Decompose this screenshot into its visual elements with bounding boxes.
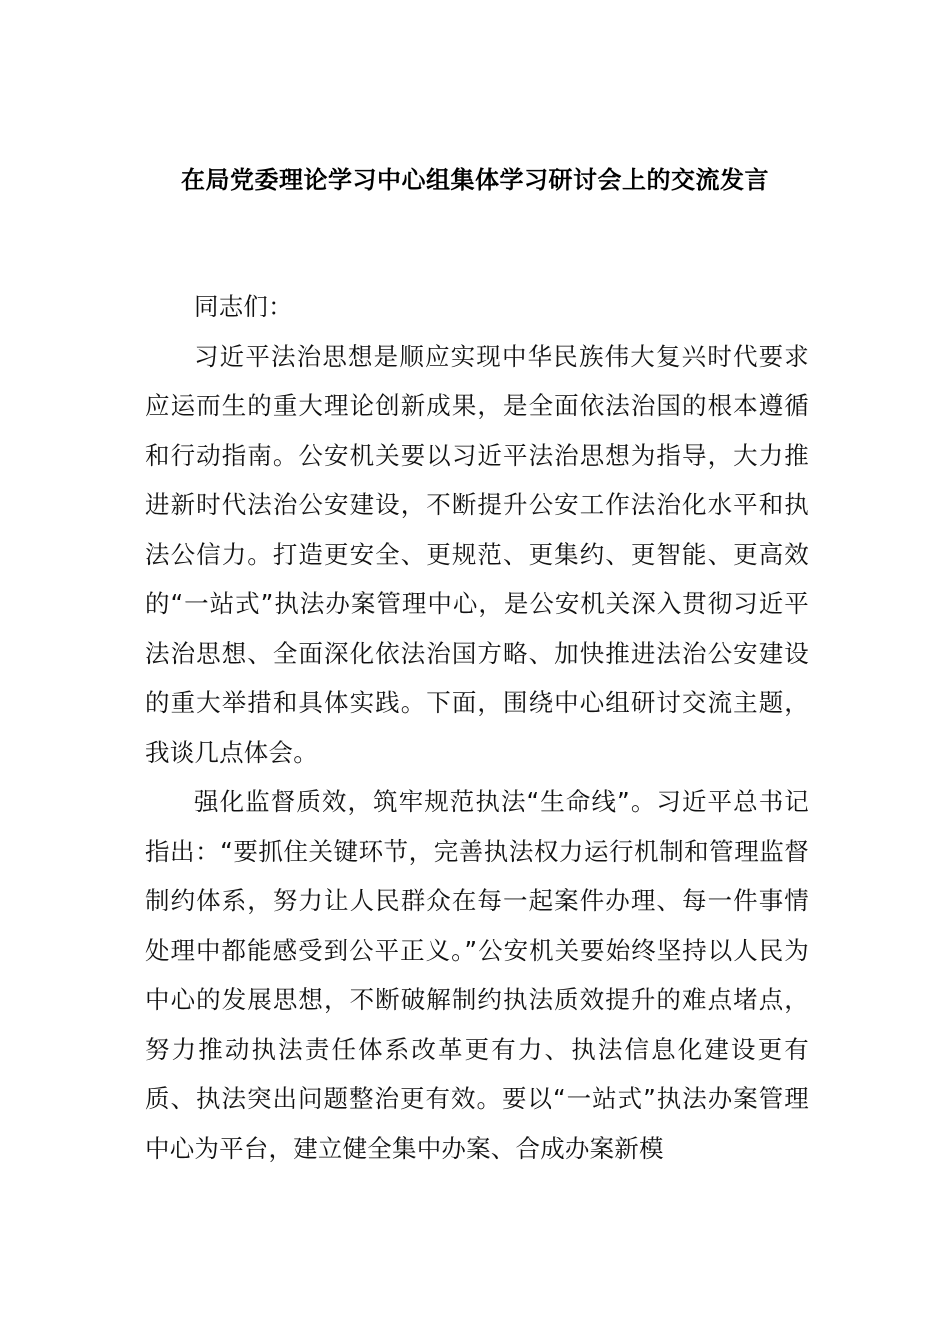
salutation: 同志们： [194, 292, 293, 321]
paragraph: 习近平法治思想是顺应实现中华民族伟大复兴时代要求应运而生的重大理论创新成果，是全面依法治国的根本遵循和行动指南。公安机关要以习近平法治思想为指导，大力推进新时代法治公安建设，不断提升公安工作法治化水平和执法公信力。打造更安全、更规范、更集约、更智能、更高效的“一站式”执法办案管理中心，是公安机关深入贯彻习近平法治思想、全面深化依法治国方略、加快推进法治公安建设的重大举措和具体实践。下面，围绕中心组研讨交流主题，我谈几点体会。 [145, 341, 809, 767]
paragraph: 强化监督质效，筑牢规范执法“生命线”。习近平总书记指出：“要抓住关键环节，完善执法权力运行机制和管理监督制约体系，努力让人民群众在每一起案件办理、每一件事情处理中都能感受到公平正义。”公安机关要始终坚持以人民为中心的发展思想，不断破解制约执法质效提升的难点堵点，努力推动执法责任体系改革更有力、执法信息化建设更有质、执法突出问题整治更有效。要以“一站式”执法办案管理中心为平台，建立健全集中办案、合成办案新模 [145, 787, 809, 1163]
page-title: 在局党委理论学习中心组集体学习研讨会上的交流发言 [181, 166, 769, 194]
document-body [145, 282, 809, 1173]
